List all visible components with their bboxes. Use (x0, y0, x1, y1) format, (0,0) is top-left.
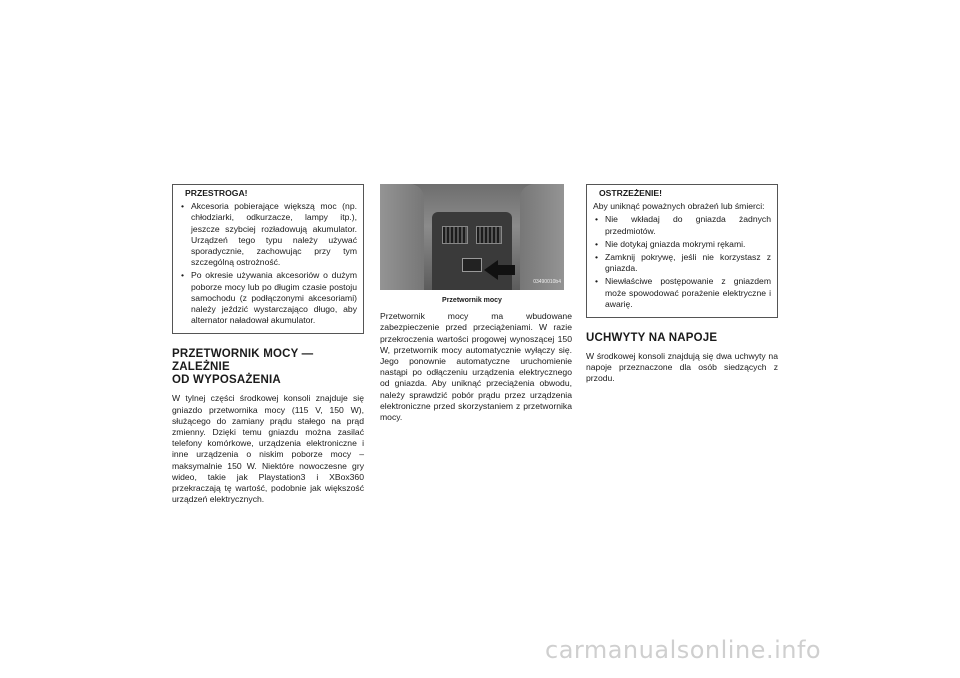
right-seat-shape (520, 184, 564, 290)
figure-caption: Przetwornik mocy (442, 297, 502, 304)
figure-code: 03490010b4 (533, 278, 561, 285)
watermark: carmanualsonline.info (545, 636, 822, 664)
caution-list (179, 201, 357, 326)
warning-intro: Aby uniknąć poważnych obrażeń lub śmierci: (593, 201, 765, 212)
cup-holders-paragraph: W środkowej konsoli znajdują się dwa uchwyty na napoje przeznaczone dla osób siedzących z przodu. (586, 351, 778, 384)
power-inverter-photo (380, 184, 564, 290)
arrow-icon-tail (497, 265, 515, 275)
caution-item: • Akcesoria pobierające większą moc (np. chłodziarki, odkurzacze, lampy itp.), jeszcze szybciej rozładowują akumulator. Urządzeń tego typu należy używać sporadycznie, zachowując przy tym szczególną ostrożność. (179, 201, 357, 268)
warning-item: • Zamknij pokrywę, jeśli nie korzystasz z gniazda. (593, 252, 771, 274)
heading-line-1: PRZETWORNIK MOCY — ZALEŻNIE (172, 348, 314, 374)
warning-title: OSTRZEŻENIE! (599, 188, 663, 198)
left-column (172, 184, 364, 505)
left-seat-shape (380, 184, 424, 290)
rear-console-shape (432, 212, 512, 290)
warning-list (593, 214, 771, 310)
warning-item: • Nie wkładaj do gniazda żadnych przedmiotów. (593, 214, 771, 236)
middle-column (380, 184, 572, 423)
caution-title: PRZESTROGA! (185, 188, 248, 198)
section-heading-cup-holders: UCHWYTY NA NAPOJE (586, 332, 718, 345)
air-vent-left (442, 226, 468, 244)
caution-box (172, 184, 364, 334)
warning-box (586, 184, 778, 318)
air-vent-right (476, 226, 502, 244)
warning-item: • Nie dotykaj gniazda mokrymi rękami. (593, 239, 771, 250)
right-column (586, 184, 778, 385)
power-inverter-paragraph: W tylnej części środkowej konsoli znajduje się gniazdo przetwornika mocy (115 V, 150 W), służącego do zamiany prądu stałego na prąd zmienny. Dzięki temu gniazdu można zasilać telefony komórkowe, urządzenia elektroniczne i inne urządzenia o niskim poborze mocy – maksymalnie 150 W. Niektóre nowoczesne gry wideo, takie jak Playstation3 i XBox360 przekraczają tę wartość, podobnie jak większość urządzeń elektrycznych. (172, 393, 364, 505)
heading-line-2: OD WYPOSAŻENIA (172, 374, 281, 387)
power-outlet (462, 258, 482, 272)
section-heading-power-inverter (172, 348, 364, 387)
arrow-icon (484, 260, 498, 280)
power-inverter-paragraph-continued: Przetwornik mocy ma wbudowane zabezpieczenie przed przeciążeniami. W razie przekroczenia wartości progowej wynoszącej 150 W, przetwornik mocy automatycznie wyłączy się. Jego ponownie automatyczne uruchomienie nastąpi po odłączeniu urządzenia elektrycznego od gniazda. Aby uniknąć przeciążenia obwodu, należy sprawdzić pobór prądu przez urządzenia elektroniczne przed skorzystaniem z przetwornika mocy. (380, 311, 572, 423)
caution-item: • Po okresie używania akcesoriów o dużym poborze mocy lub po długim czasie postoju samochodu (z podłączonymi akcesoriami) należy jeździć wystarczająco długo, aby alternator naładował akumulator. (179, 270, 357, 326)
warning-item: • Niewłaściwe postępowanie z gniazdem może spowodować porażenie elektryczne i awarię. (593, 276, 771, 310)
